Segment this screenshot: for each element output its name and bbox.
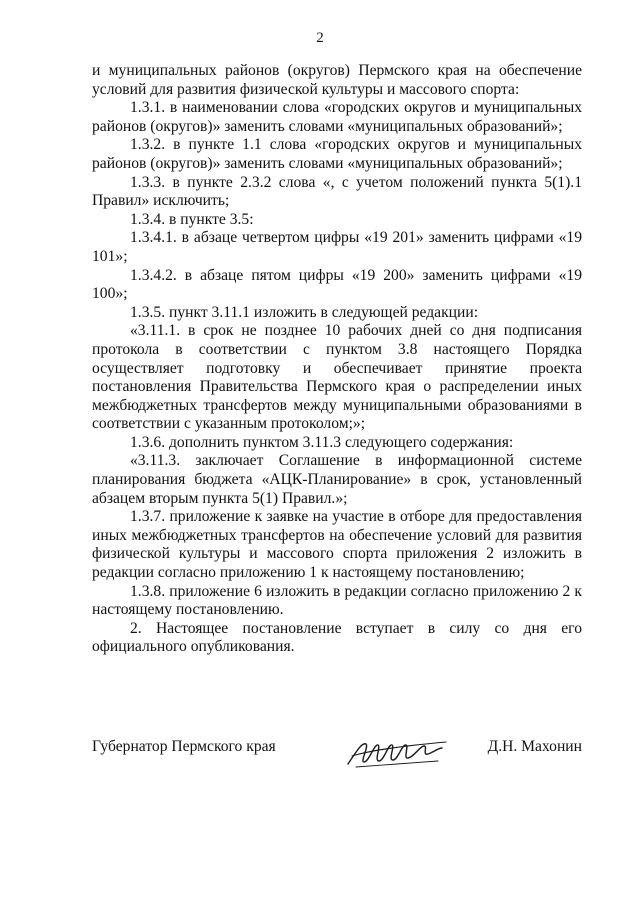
paragraph-1-3-3: 1.3.3. в пункте 2.3.2 слова «, с учетом положений пункта 5(1).1 Правил» исключить; <box>92 173 582 210</box>
paragraph-1-3-7: 1.3.7. приложение к заявке на участие в отборе для предоставления иных межбюджетных трансфертов на обеспечение условий для развития физической культуры и массового спорта приложения 2 изложить в редакции согласно приложению 1 к настоящему постановлению; <box>92 508 582 582</box>
signatory-title: Губернатор Пермского края <box>92 738 276 755</box>
paragraph-1-3-8: 1.3.8. приложение 6 изложить в редакции согласно приложению 2 к настоящему постановлению. <box>92 582 582 619</box>
paragraph-3-11-3: «3.11.3. заключает Соглашение в информационной системе планирования бюджета «АЦК-Планирование» в срок, установленный абзацем вторым пункта 5(1) Правил.»; <box>92 452 582 507</box>
paragraph-1-3-5: 1.3.5. пункт 3.11.1 изложить в следующей редакции: <box>130 303 479 321</box>
paragraph-1-3-4-1: 1.3.4.1. в абзаце четвертом цифры «19 201» заменить цифрами «19 101»; <box>92 229 582 265</box>
paragraph-intro: и муниципальных районов (округов) Пермского края на обеспечение условий для развития физической культуры и массового спорта: <box>92 62 582 98</box>
paragraph-2: 2. Настоящее постановление вступает в силу со дня его официального опубликования. <box>92 619 582 656</box>
signature-block <box>92 732 582 772</box>
paragraph-1-3-1: 1.3.1. в наименовании слова «городских округов и муниципальных районов (округов)» заменить словами «муниципальных образований»; <box>92 99 582 135</box>
paragraph-1-3-6: 1.3.6. дополнить пунктом 3.11.3 следующего содержания: <box>130 433 514 451</box>
paragraph-1-3-4: 1.3.4. в пункте 3.5: <box>130 210 254 228</box>
handwritten-signature <box>342 732 452 772</box>
signatory-name: Д.Н. Махонин <box>487 738 582 755</box>
page-number: 2 <box>316 30 324 46</box>
paragraph-1-3-2: 1.3.2. в пункте 1.1 слова «городских округов и муниципальных районов (округов)» заменить словами «муниципальных образований»; <box>92 136 582 172</box>
document-body <box>92 62 582 657</box>
paragraph-3-11-1: «3.11.1. в срок не позднее 10 рабочих дней со дня подписания протокола в соответствии с пунктом 3.8 настоящего Порядка осуществляет подготовку и обеспечивает принятие проекта постановления Правительства Пермского края о распределении иных межбюджетных трансфертов между муниципальными образованиями в соответствии с указанным протоколом;»; <box>92 322 582 433</box>
paragraph-1-3-4-2: 1.3.4.2. в абзаце пятом цифры «19 200» заменить цифрами «19 100»; <box>92 266 582 303</box>
